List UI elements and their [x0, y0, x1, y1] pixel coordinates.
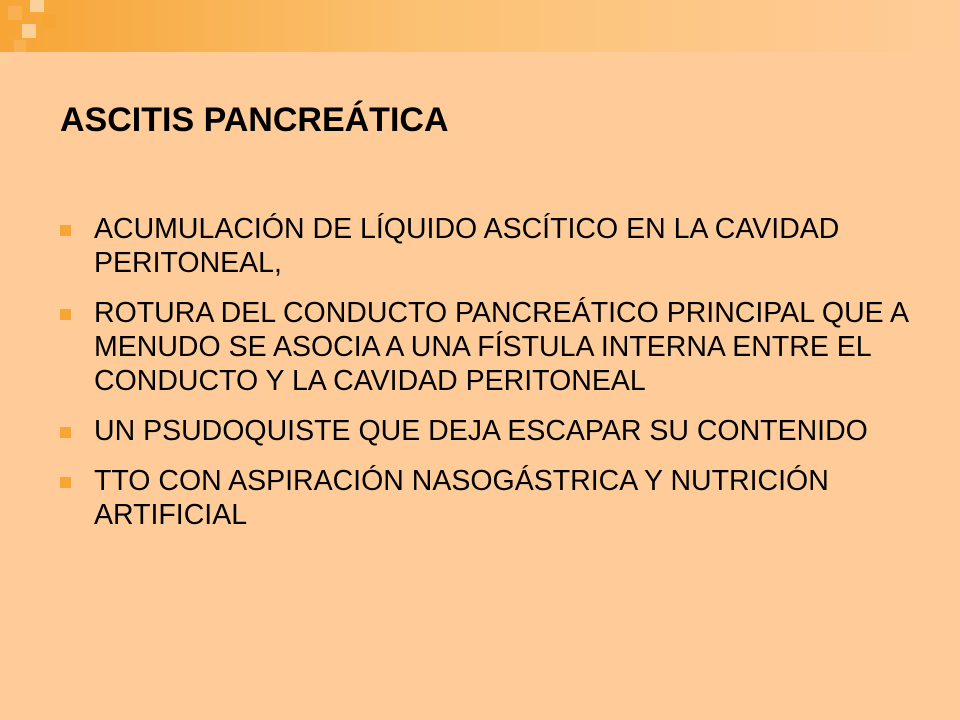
square-bullet-icon — [60, 477, 71, 488]
corner-square-decoration — [0, 22, 16, 36]
bullet-item — [60, 414, 920, 448]
bullet-text: TTO CON ASPIRACIÓN NASOGÁSTRICA Y NUTRICIÓN ARTIFICIAL — [94, 465, 829, 531]
square-bullet-icon — [60, 427, 71, 438]
slide-title: ASCITIS PANCREÁTICA — [60, 101, 449, 139]
bullet-text: ROTURA DEL CONDUCTO PANCREÁTICO PRINCIPAL QUE A MENUDO SE ASOCIA A UNA FÍSTULA INTERNA ENTRE EL CONDUCTO Y LA CAVIDAD PERITONEAL — [94, 297, 908, 397]
square-bullet-icon — [60, 225, 71, 236]
corner-square-decoration — [0, 54, 10, 64]
bullet-item — [60, 212, 920, 280]
bullet-text: ACUMULACIÓN DE LÍQUIDO ASCÍTICO EN LA CAVIDAD PERITONEAL, — [94, 213, 840, 279]
corner-square-decoration — [8, 6, 22, 20]
corner-square-decoration — [42, 14, 56, 28]
bullet-text: UN PSUDOQUISTE QUE DEJA ESCAPAR SU CONTENIDO — [94, 415, 868, 447]
bullet-item — [60, 296, 920, 398]
square-bullet-icon — [60, 309, 71, 320]
corner-square-decoration — [14, 40, 26, 52]
bullet-item — [60, 464, 920, 532]
corner-square-decoration — [30, 0, 44, 12]
bullet-list — [60, 212, 920, 548]
corner-square-decoration — [22, 24, 36, 38]
header-decoration — [0, 0, 960, 52]
